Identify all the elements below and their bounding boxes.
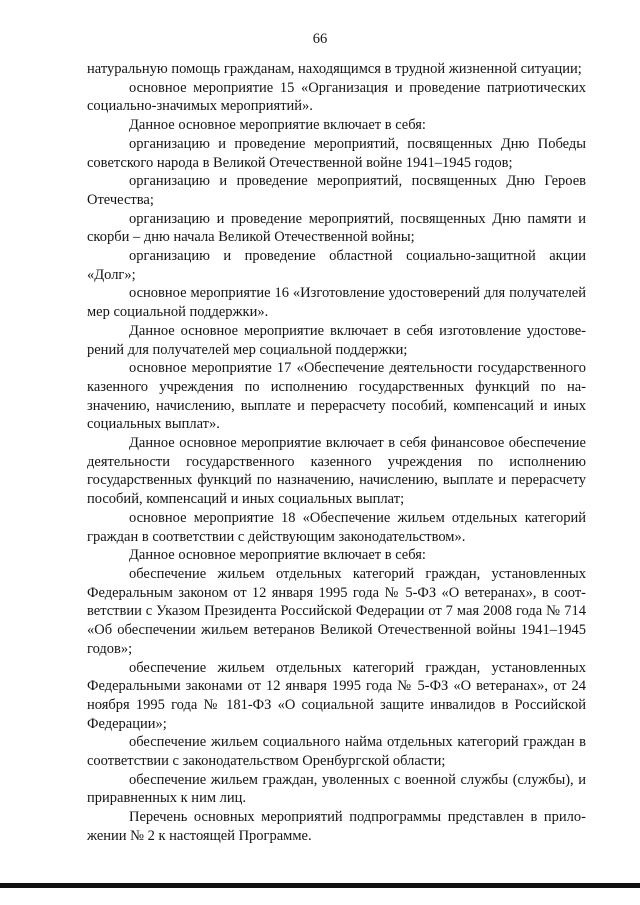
paragraph: Данное основное мероприятие включает в себя финансовое обеспечение деятельности государственного казенного учреждения по исполнению государственных функций по назначению, начислению, выплате и перерасчету пособий, компенсаций и иных социальных выплат; (87, 435, 586, 508)
bottom-rule (0, 883, 640, 888)
paragraph: Перечень основных мероприятий подпрограммы представлен в приложении № 2 к настоящей Программе. (87, 809, 586, 844)
paragraph: Данное основное мероприятие включает в себя изготовление удостоверений для получателей мер социальной поддержки; (87, 322, 586, 358)
paragraph: Данное основное мероприятие включает в себя: (129, 117, 426, 134)
paragraph: обеспечение жильем социального найма отдельных категорий граждан в соответствии с законодательством Оренбургской области; (87, 734, 586, 770)
paragraph: основное мероприятие 16 «Изготовление удостоверений для получателей мер социальной поддержки». (87, 285, 586, 321)
document-body (87, 60, 586, 846)
paragraph: основное мероприятие 15 «Организация и проведение патриотических социально-значимых мероприятий». (87, 79, 586, 115)
paragraph: организацию и проведение мероприятий, посвященных Дню памяти и скорби – дню начала Великой Отечественной войны; (87, 210, 586, 246)
paragraph: организацию и проведение областной социально-защитной акции «Долг»; (87, 248, 586, 283)
paragraph: обеспечение жильем граждан, уволенных с военной службы (службы), и приравненных к ним лиц. (87, 771, 586, 807)
paragraph: организацию и проведение мероприятий, посвященных Дню Героев Отечества; (87, 173, 586, 208)
paragraph: основное мероприятие 17 «Обеспечение деятельности государственного казенного учреждения по исполнению государственных функций по назначению, начислению, выплате и перерасчету пособий, компенсаций и иных социальных выплат». (87, 360, 586, 433)
paragraph: Данное основное мероприятие включает в себя: (129, 547, 426, 564)
paragraph: натуральную помощь гражданам, находящимся в трудной жизненной ситуации; (87, 61, 582, 77)
paragraph: организацию и проведение мероприятий, посвященных Дню Победы советского народа в Великой Отечественной войне 1941–1945 годов; (87, 135, 586, 171)
paragraph: основное мероприятие 18 «Обеспечение жильем отдельных категорий граждан в соответствии с действующим законодательством». (87, 509, 586, 545)
paragraph: обеспечение жильем отдельных категорий граждан, установленных Федеральными законами от 12 января 1995 года № 5-ФЗ «О ветеранах», от 24 ноября 1995 года № 181-ФЗ «О социальной защите инвалидов в Российской Федерации»; (87, 659, 586, 732)
paragraph: обеспечение жильем отдельных категорий граждан, установленных Федеральным законом от 12 января 1995 года № 5-ФЗ «О ветеранах», в соответствии с Указом Президента Российской Федерации от 7 мая 2008 года № 714 «Об обеспечении жильем ветеранов Великой Отечественной войны 1941–1945 годов»; (87, 565, 586, 657)
page-number: 66 (312, 31, 328, 47)
